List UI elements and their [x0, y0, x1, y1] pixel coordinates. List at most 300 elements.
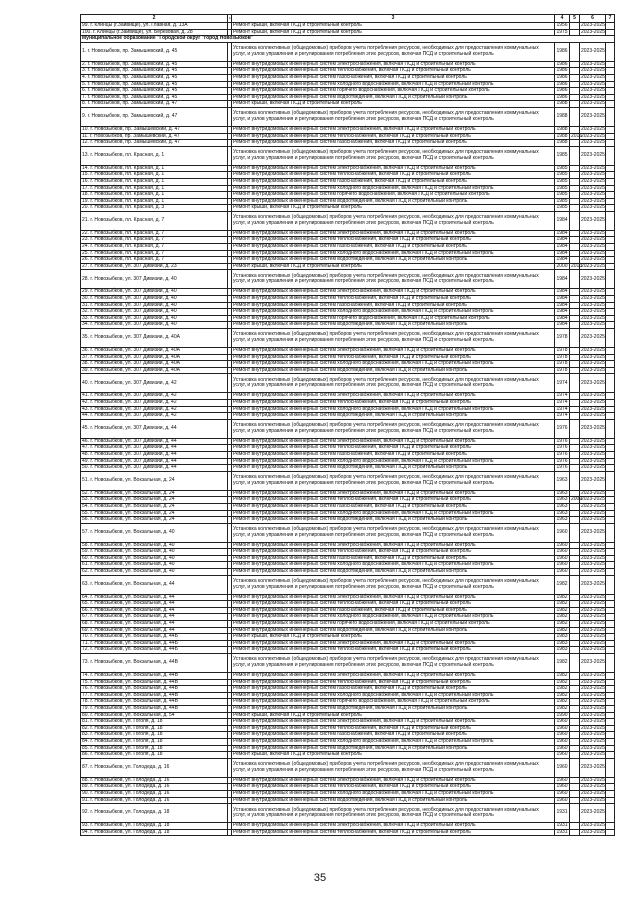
- last-repair-year-cell: [570, 745, 580, 752]
- year-built-cell: 1985: [556, 197, 568, 204]
- last-repair-year-cell: [570, 192, 580, 199]
- year-built-cell: 1978: [556, 353, 568, 360]
- last-repair-year-cell: [570, 289, 580, 296]
- empty-cell: [606, 419, 615, 438]
- work-type-cell: Ремонт внутридомовых инженерных систем теплоснабжения, включая ПСД и строительный контроль: [232, 68, 555, 75]
- work-type-cell: Ремонт внутридомовых инженерных систем горячего водоснабжения, включая ПСД и строительный контроль: [232, 315, 555, 322]
- last-repair-year-cell: [570, 686, 580, 693]
- address-text: г. Новозыбков, пр. Замышевский, д. 47: [89, 132, 180, 139]
- address-cell: [81, 101, 228, 108]
- address-text: г. Новозыбков, пл. Красная, д. 7: [90, 217, 165, 224]
- work-type-cell: Ремонт внутридомовых инженерных систем газоснабжения, включая ПСД и строительный контроль: [232, 607, 555, 614]
- row-number: 11.: [82, 132, 89, 139]
- row-number: 78.: [82, 698, 89, 705]
- empty-cell: [606, 101, 615, 108]
- address-text: г. Новозыбков, ул. 307 Дивизии, д. 40: [90, 288, 177, 295]
- row-number: 90.: [82, 789, 89, 796]
- address-text: г. Новозыбков, ул. Голодеда, д. 16: [90, 763, 170, 770]
- address-text: г. Новозыбков, ул. 307 Дивизии, д. 40А: [90, 366, 180, 373]
- row-number: 4.: [82, 73, 87, 80]
- address-text: г. Новозыбков, ул. Гоголя, д. 18: [90, 718, 163, 725]
- address-text: г. Новозыбков, ул. Вокзальная, д. 44: [90, 606, 175, 613]
- last-repair-year-cell: [570, 797, 580, 804]
- last-repair-year-cell: [570, 230, 580, 237]
- work-type-cell: Установка коллективных (общедомовых) приборов учета потребления ресурсов, необходимых для предоставления коммунальных услуг, и узлов управления и регулирования потребления этих ресурсов, включая ПСД и строительный контроль: [232, 107, 555, 126]
- address-cell: [81, 329, 228, 348]
- empty-cell: [606, 699, 615, 706]
- work-type-cell: Ремонт внутридомовых инженерных систем электроснабжения, включая ПСД и строительный контроль: [232, 719, 555, 726]
- year-built-cell: 1982: [556, 613, 568, 620]
- row-number: 15.: [82, 171, 89, 178]
- empty-cell: [606, 503, 615, 510]
- planned-period-cell: 2023-2025: [581, 347, 605, 353]
- planned-period-cell: 2023-2025: [580, 270, 606, 289]
- row-number: 27.: [82, 262, 89, 269]
- planned-period-cell: 2023-2025: [581, 366, 605, 373]
- year-built-cell: 1976: [556, 444, 568, 451]
- address-cell: [81, 804, 228, 823]
- planned-period-cell: 2023-2025: [581, 93, 605, 100]
- last-repair-year-cell: [570, 458, 580, 465]
- empty-cell: [606, 607, 615, 614]
- planned-period-cell: 2023-2025: [581, 646, 605, 653]
- planned-period-cell: 2023-2025: [581, 828, 605, 835]
- row-number: 65.: [82, 600, 89, 607]
- row-number: 52.: [82, 489, 89, 496]
- year-built-cell: 1960: [556, 718, 568, 725]
- address-text: г. Новозыбков, ул. Гоголя, д. 18: [90, 744, 163, 751]
- planned-period-cell: 2023-2025: [581, 132, 605, 139]
- table-row: [81, 471, 615, 490]
- empty-cell: [606, 393, 615, 400]
- planned-period-cell: 2023-2025: [581, 405, 605, 412]
- year-built-cell: 1976: [555, 419, 570, 438]
- empty-cell: [606, 719, 615, 726]
- year-built-cell: 1960: [556, 731, 568, 738]
- year-built-cell: 1975: [556, 28, 568, 35]
- year-built-cell: 1986: [556, 60, 568, 67]
- row-number: 80.: [82, 711, 89, 718]
- address-cell: [81, 523, 228, 542]
- address-text: г. Новозыбков, пр. Замышевский, д. 45: [87, 93, 178, 100]
- planned-period-cell: 2023-2025: [580, 654, 606, 673]
- year-built-cell: 1960: [556, 789, 568, 796]
- year-built-cell: 1974: [556, 392, 568, 399]
- row-number: 18.: [82, 191, 89, 198]
- year-built-cell: 1984: [556, 314, 568, 321]
- address-text: г. Новозыбков, ул. Вокзальная, д. 44В: [90, 659, 178, 666]
- table-row: [81, 413, 615, 420]
- last-repair-year-cell: [570, 654, 580, 673]
- last-repair-year-cell: [570, 829, 580, 836]
- work-type-cell: Ремонт внутридомовых инженерных систем холодного водоснабжения, включая ПСД и строительный контроль: [232, 250, 555, 257]
- work-type-cell: Установка коллективных (общедомовых) приборов учета потребления ресурсов, необходимых для предоставления коммунальных услуг, и узлов управления и регулирования потребления этих ресурсов, включая ПСД и строительный контроль: [232, 211, 555, 230]
- work-type-cell: Ремонт внутридомовых инженерных систем теплоснабжения, включая ПСД и строительный контроль: [232, 133, 555, 140]
- table-row: [81, 211, 615, 230]
- address-text: г. Новозыбков, пл. Красная, д. 3: [90, 204, 165, 211]
- address-cell: [81, 270, 228, 289]
- last-repair-year-cell: [570, 61, 580, 68]
- page-number: 35: [313, 872, 327, 884]
- work-type-cell: Ремонт внутридомовых инженерных систем холодного водоснабжения, включая ПСД и строительный контроль: [232, 738, 555, 745]
- planned-period-cell: 2023-2025: [581, 626, 605, 633]
- last-repair-year-cell: [570, 88, 580, 95]
- empty-cell: [606, 192, 615, 199]
- table-row: [81, 654, 615, 673]
- empty-cell: [606, 647, 615, 654]
- year-built-cell: 1985: [556, 191, 568, 198]
- table-row: [81, 42, 615, 61]
- planned-period-cell: 2023-2025: [581, 718, 605, 725]
- address-text: г. Новозыбков, ул. 307 Дивизии, д. 40А: [90, 353, 180, 360]
- address-text: г. Новозыбков, ул. 307 Дивизии, д. 42: [90, 412, 177, 419]
- address-cell: [81, 413, 228, 420]
- planned-period-cell: 2023-2025: [581, 125, 605, 132]
- last-repair-year-cell: [570, 185, 580, 192]
- empty-cell: [606, 250, 615, 257]
- work-type-cell: Ремонт внутридомовых инженерных систем холодного водоснабжения, включая ПСД и строительный контроль: [232, 81, 555, 88]
- row-number: 62.: [82, 568, 89, 575]
- empty-cell: [606, 510, 615, 517]
- planned-period-cell: 2023-2025: [581, 685, 605, 692]
- year-built-cell: 1978: [556, 360, 568, 367]
- work-type-cell: Установка коллективных (общедомовых) приборов учета потребления ресурсов, необходимых для предоставления коммунальных услуг, и узлов управления и регулирования потребления этих ресурсов, включая ПСД и строительный контроль: [232, 42, 555, 61]
- work-type-cell: Ремонт внутридомовых инженерных систем электроснабжения, включая ПСД и строительный контроль: [232, 823, 555, 830]
- work-type-cell: Ремонт внутридомовых инженерных систем газоснабжения, включая ПСД и строительный контроль: [232, 74, 555, 81]
- row-number: 49.: [82, 457, 89, 464]
- work-type-cell: Ремонт внутридомовых инженерных систем электроснабжения, включая ПСД и строительный контроль: [232, 61, 555, 68]
- empty-cell: [606, 296, 615, 303]
- year-built-cell: 1985: [556, 204, 568, 211]
- row-number: 73.: [82, 659, 89, 666]
- last-repair-year-cell: [570, 647, 580, 654]
- empty-cell: [606, 758, 615, 777]
- planned-period-cell: 2023-2025: [581, 561, 605, 568]
- address-cell: [81, 374, 228, 393]
- address-cell: [81, 797, 228, 804]
- address-text: г. Новозыбков, пл. Красная, д. 1: [90, 177, 165, 184]
- address-cell: [81, 42, 228, 61]
- work-type-cell: Ремонт внутридомовых инженерных систем холодного водоснабжения, включая ПСД и строительный контроль: [232, 790, 555, 797]
- work-type-cell: Ремонт внутридомовых инженерных систем электроснабжения, включая ПСД и строительный контроль: [232, 393, 555, 400]
- year-built-cell: 1982: [555, 654, 570, 673]
- address-text: г. Новозыбков, ул. 307 Дивизии, д. 23: [90, 262, 177, 269]
- last-repair-year-cell: [570, 42, 580, 61]
- empty-cell: [606, 679, 615, 686]
- address-text: г. Новозыбков, ул. 307 Дивизии, д. 40: [90, 275, 177, 282]
- work-type-cell: Ремонт внутридомовых инженерных систем газоснабжения, включая ПСД и строительный контроль: [232, 732, 555, 739]
- last-repair-year-cell: [570, 640, 580, 647]
- row-number: 48.: [82, 450, 89, 457]
- address-cell: [81, 569, 228, 576]
- year-built-cell: 1988: [556, 100, 568, 107]
- work-type-cell: Ремонт внутридомовых инженерных систем электроснабжения, включая ПСД и строительный контроль: [232, 126, 555, 133]
- planned-period-cell: 2023-2025: [581, 67, 605, 74]
- address-text: г. Новозыбков, ул. Голодеда, д. 18: [90, 828, 170, 835]
- planned-period-cell: 2023-2025: [581, 783, 605, 790]
- header-cell: 3: [232, 15, 555, 23]
- address-text: г. Новозыбков, ул. Вокзальная, д. 54: [90, 711, 175, 718]
- last-repair-year-cell: [570, 367, 580, 374]
- year-built-cell: 1982: [556, 593, 568, 600]
- year-built-cell: 1978: [556, 347, 568, 353]
- planned-period-cell: 2023-2025: [581, 444, 605, 451]
- year-built-cell: 1963: [556, 516, 568, 523]
- row-number: 76.: [82, 685, 89, 692]
- address-text: г. Клинцы (г.Зайвище), ул. Березовая, д. 28: [93, 28, 193, 35]
- last-repair-year-cell: [570, 790, 580, 797]
- last-repair-year-cell: [570, 101, 580, 108]
- year-built-cell: 1984: [556, 295, 568, 302]
- planned-period-cell: 2023-2025: [581, 691, 605, 698]
- year-built-cell: 1985: [556, 171, 568, 178]
- work-type-cell: Ремонт внутридомовых инженерных систем теплоснабжения, включая ПСД и строительный контроль: [232, 445, 555, 452]
- address-text: г. Новозыбков, пл. Красная, д. 7: [90, 236, 165, 243]
- address-text: г. Новозыбков, ул. Вокзальная, д. 24: [90, 476, 175, 483]
- empty-cell: [606, 107, 615, 126]
- year-built-cell: 1931: [556, 828, 568, 835]
- planned-period-cell: 2023-2025: [580, 575, 606, 594]
- table-row: [81, 569, 615, 576]
- address-text: г. Новозыбков, ул. Вокзальная, д. 44: [90, 620, 175, 627]
- empty-cell: [606, 374, 615, 393]
- planned-period-cell: 2023-2025: [581, 450, 605, 457]
- last-repair-year-cell: [570, 555, 580, 562]
- work-type-cell: Ремонт внутридомовых инженерных систем теплоснабжения, включая ПСД и строительный контроль: [232, 784, 555, 791]
- work-type-cell: Ремонт внутридомовых инженерных систем теплоснабжения, включая ПСД и строительный контроль: [232, 399, 555, 406]
- row-number: 39.: [82, 366, 89, 373]
- last-repair-year-cell: [570, 719, 580, 726]
- address-text: г. Новозыбков, ул. Вокзальная, д. 40: [90, 568, 175, 575]
- row-number: 70.: [82, 633, 89, 640]
- row-number: 79.: [82, 704, 89, 711]
- address-text: г. Новозыбков, ул. Вокзальная, д. 44: [90, 626, 175, 633]
- year-built-cell: 1982: [556, 620, 568, 627]
- year-built-cell: 1960: [556, 724, 568, 731]
- section-title: Муниципальное образование "Городской округ "город Новозыбков": [81, 36, 615, 43]
- row-number: 13.: [82, 151, 89, 158]
- empty-cell: [606, 23, 615, 30]
- row-number: 53.: [82, 496, 89, 503]
- planned-period-cell: 2023-2025: [581, 314, 605, 321]
- year-built-cell: 1960: [556, 548, 568, 555]
- planned-period-cell: 2023-2025: [581, 229, 605, 236]
- row-number: 54.: [82, 502, 89, 509]
- planned-period-cell: 2023-2025: [581, 678, 605, 685]
- row-number: 63.: [82, 580, 89, 587]
- address-text: г. Новозыбков, ул. Вокзальная, д. 44Б: [90, 639, 178, 646]
- year-built-cell: 1982: [556, 672, 568, 678]
- row-number: 37.: [82, 353, 89, 360]
- year-built-cell: 1963: [555, 471, 570, 490]
- empty-cell: [606, 627, 615, 634]
- row-number: 43.: [82, 405, 89, 412]
- last-repair-year-cell: 2013: [571, 262, 583, 269]
- table-row: [81, 523, 615, 542]
- last-repair-year-cell: [570, 471, 580, 490]
- empty-cell: [606, 797, 615, 804]
- year-built-cell: 1986: [556, 87, 568, 94]
- address-cell: [81, 263, 228, 270]
- work-type-cell: Ремонт внутридомовых инженерных систем электроснабжения, включая ПСД и строительный контроль: [232, 673, 555, 680]
- capital-repair-table: [80, 14, 615, 836]
- empty-cell: [606, 725, 615, 732]
- address-text: г. Новозыбков, пл. Красная, д. 1: [90, 171, 165, 178]
- planned-period-cell: 2023-2025: [581, 489, 605, 496]
- work-type-cell: Ремонт внутридомовых инженерных систем теплоснабжения, включая ПСД и строительный контроль: [232, 296, 555, 303]
- empty-cell: [606, 790, 615, 797]
- planned-period-cell: 2023-2025: [580, 42, 606, 61]
- empty-cell: [606, 413, 615, 420]
- section-row: [81, 36, 615, 43]
- address-text: г. Новозыбков, ул. Вокзальная, д. 24: [90, 489, 175, 496]
- year-built-cell: 1985: [556, 184, 568, 191]
- empty-cell: [606, 465, 615, 472]
- work-type-cell: Ремонт внутридомовых инженерных систем водоотведения, включая ПСД и строительный контроль: [232, 198, 555, 205]
- planned-period-cell: 2023-2025: [581, 457, 605, 464]
- year-built-cell: 1984: [556, 288, 568, 295]
- address-text: г. Новозыбков, ул. Голодеда, д. 16: [90, 789, 170, 796]
- address-text: г. Новозыбков, ул. Гоголя, д. 18: [90, 724, 163, 731]
- work-type-cell: Ремонт внутридомовых инженерных систем водоотведения, включая ПСД и строительный контроль: [232, 745, 555, 752]
- last-repair-year-cell: [570, 211, 580, 230]
- address-text: г. Новозыбков, ул. Вокзальная, д. 44Б: [90, 646, 178, 653]
- year-built-cell: 1988: [556, 125, 568, 132]
- last-repair-year-cell: [570, 419, 580, 438]
- empty-cell: [606, 594, 615, 601]
- last-repair-year-cell: [570, 244, 580, 251]
- last-repair-year-cell: [570, 354, 580, 361]
- work-type-cell: Ремонт внутридомовых инженерных систем газоснабжения, включая ПСД и строительный контроль: [232, 555, 555, 562]
- work-type-cell: Установка коллективных (общедомовых) приборов учета потребления ресурсов, необходимых для предоставления коммунальных услуг, и узлов управления и регулирования потребления этих ресурсов, включая ПСД и строительный контроль: [232, 575, 555, 594]
- empty-cell: [606, 829, 615, 836]
- address-text: г. Новозыбков, ул. Вокзальная, д. 44: [90, 580, 175, 587]
- last-repair-year-cell: [570, 445, 580, 452]
- address-text: г. Новозыбков, ул. Вокзальная, д. 40: [90, 554, 175, 561]
- planned-period-cell: 2023-2025: [581, 704, 605, 711]
- row-number: 56.: [82, 516, 89, 523]
- work-type-cell: Ремонт внутридомовых инженерных систем газоснабжения, включая ПСД и строительный контроль: [232, 503, 555, 510]
- last-repair-year-cell: [570, 823, 580, 830]
- address-text: г. Новозыбков, ул. Гоголя, д. 18: [90, 731, 163, 738]
- address-text: г. Новозыбков, ул. Вокзальная, д. 44В: [90, 672, 178, 678]
- address-cell: [81, 146, 228, 165]
- empty-cell: [606, 614, 615, 621]
- last-repair-year-cell: [570, 399, 580, 406]
- address-cell: [81, 829, 228, 836]
- empty-cell: [606, 732, 615, 739]
- table-row: [81, 797, 615, 804]
- row-number: 74.: [82, 672, 89, 678]
- year-built-cell: 1963: [556, 496, 568, 503]
- address-text: г. Новозыбков, ул. 307 Дивизии, д. 40: [90, 314, 177, 321]
- work-type-cell: Ремонт внутридомовых инженерных систем электроснабжения, включая ПСД и строительный контроль: [232, 640, 555, 647]
- work-type-cell: Ремонт крыши, включая ПСД и строительный контроль: [232, 752, 555, 759]
- address-text: г. Новозыбков, ул. 307 Дивизии, д. 40: [90, 321, 177, 328]
- header-cell: 1: [228, 15, 232, 23]
- last-repair-year-cell: [570, 178, 580, 185]
- row-number: 19.: [82, 197, 89, 204]
- year-built-cell: 1982: [555, 575, 570, 594]
- row-number: 83.: [82, 731, 89, 738]
- address-cell: [81, 758, 228, 777]
- row-number: 47.: [82, 444, 89, 451]
- address-cell: [81, 654, 228, 673]
- row-number: 33.: [82, 314, 89, 321]
- table-row: [81, 367, 615, 374]
- year-built-cell: 1986: [555, 42, 570, 61]
- year-built-cell: 1960: [556, 776, 568, 783]
- last-repair-year-cell: [570, 322, 580, 329]
- row-number: 85.: [82, 744, 89, 751]
- address-cell: [81, 465, 228, 472]
- last-repair-year-cell: [570, 68, 580, 75]
- year-built-cell: 1988: [556, 132, 568, 139]
- planned-period-cell: 2023-2025: [581, 437, 605, 444]
- empty-cell: [606, 804, 615, 823]
- work-type-cell: Ремонт внутридомовых инженерных систем горячего водоснабжения, включая ПСД и строительный контроль: [232, 192, 555, 199]
- last-repair-year-cell: [570, 705, 580, 712]
- address-text: г. Новозыбков, пл. Красная, д. 1: [90, 151, 165, 158]
- year-built-cell: 1963: [556, 502, 568, 509]
- year-built-cell: 1984: [556, 243, 568, 250]
- planned-period-cell: 2023-2025: [581, 789, 605, 796]
- planned-period-cell: 2023-2025: [581, 22, 605, 28]
- table-row: [81, 575, 615, 594]
- row-number: 34.: [82, 321, 89, 328]
- planned-period-cell: 2023-2025: [581, 295, 605, 302]
- planned-period-cell: 2023-2025: [581, 496, 605, 503]
- address-text: г. Новозыбков, пл. Красная, д. 7: [90, 229, 165, 236]
- empty-cell: [606, 752, 615, 759]
- last-repair-year-cell: [570, 732, 580, 739]
- year-built-cell: 1976: [556, 457, 568, 464]
- row-number: 21.: [82, 217, 89, 224]
- address-text: г. Новозыбков, ул. Вокзальная, д. 44: [90, 600, 175, 607]
- address-text: г. Новозыбков, ул. Гоголя, д. 18: [90, 751, 163, 758]
- year-built-cell: 1960: [556, 744, 568, 751]
- planned-period-cell: 2023-2025: [581, 744, 605, 751]
- work-type-cell: Установка коллективных (общедомовых) приборов учета потребления ресурсов, необходимых для предоставления коммунальных услуг, и узлов управления и регулирования потребления этих ресурсов, включая ПСД и строительный контроль: [232, 146, 555, 165]
- last-repair-year-cell: [570, 374, 580, 393]
- planned-period-cell: 2023-2025: [581, 464, 605, 471]
- table-row: [81, 322, 615, 329]
- empty-cell: [606, 712, 615, 719]
- year-built-cell: 1960: [556, 541, 568, 548]
- year-built-cell: 1974: [556, 405, 568, 412]
- row-number: 28.: [82, 275, 89, 282]
- work-type-cell: Ремонт внутридомовых инженерных систем теплоснабжения, включая ПСД и строительный контроль: [232, 679, 555, 686]
- work-type-cell: Ремонт внутридомовых инженерных систем электроснабжения, включая ПСД и строительный контроль: [232, 230, 555, 237]
- work-type-cell: Ремонт внутридомовых инженерных систем холодного водоснабжения, включая ПСД и строительный контроль: [232, 562, 555, 569]
- planned-period-cell: 2023-2025: [581, 639, 605, 646]
- address-text: г. Новозыбков, ул. Вокзальная, д. 44Б: [90, 633, 178, 640]
- address-text: г. Новозыбков, ул. 307 Дивизии, д. 44: [90, 444, 177, 451]
- year-built-cell: 1960: [556, 751, 568, 758]
- work-type-cell: Ремонт крыши, включая ПСД и строительный контроль: [232, 101, 555, 108]
- row-number: 20.: [82, 204, 89, 211]
- work-type-cell: Установка коллективных (общедомовых) приборов учета потребления ресурсов, необходимых для предоставления коммунальных услуг, и узлов управления и регулирования потребления этих ресурсов, включая ПСД и строительный контроль: [232, 374, 555, 393]
- row-number: 77.: [82, 691, 89, 698]
- empty-cell: [606, 42, 615, 61]
- table-row: [81, 263, 615, 270]
- empty-cell: [606, 692, 615, 699]
- work-type-cell: Установка коллективных (общедомовых) приборов учета потребления ресурсов, необходимых для предоставления коммунальных услуг, и узлов управления и регулирования потребления этих ресурсов, включая ПСД и строительный контроль: [232, 758, 555, 777]
- planned-period-cell: 2023-2025: [581, 87, 605, 94]
- work-type-cell: Ремонт внутридомовых инженерных систем холодного водоснабжения, включая ПСД и строительный контроль: [232, 614, 555, 621]
- last-repair-year-cell: [570, 614, 580, 621]
- table-row: [81, 101, 615, 108]
